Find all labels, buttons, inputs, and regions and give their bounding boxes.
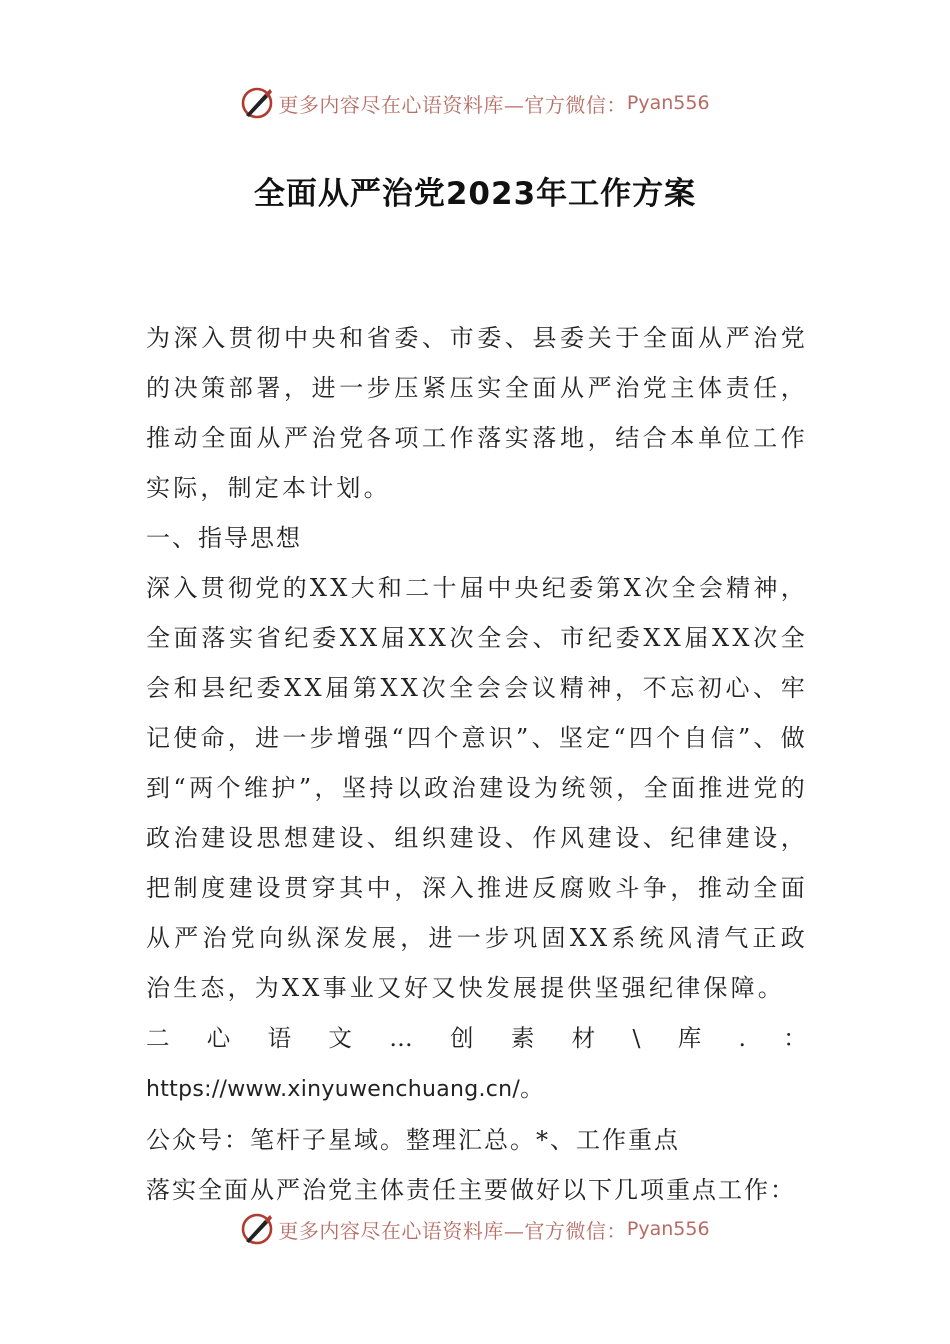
pen-logo-icon	[240, 1212, 274, 1246]
gzh-line: 公众号：笔杆子星域。整理汇总。*、工作重点	[146, 1126, 680, 1154]
watermark-prefix: 二心语文…创素材\库.：	[146, 1024, 808, 1052]
watermark-suffix: 。	[520, 1074, 545, 1102]
banner-text: 更多内容尽在心语资料库—官方微信：	[278, 92, 627, 117]
banner-wechat-id: Pyan556	[626, 1218, 710, 1240]
pen-logo-icon	[240, 86, 274, 120]
watermark-link[interactable]: https://www.xinyuwenchuang.cn/	[146, 1077, 521, 1102]
page-title: 全面从严治党2023年工作方案	[253, 176, 697, 212]
document-body	[146, 313, 808, 1215]
banner-text: 更多内容尽在心语资料库—官方微信：	[278, 1218, 627, 1243]
section-heading-guiding-ideology: 一、指导思想	[146, 524, 302, 552]
banner-wechat-id: Pyan556	[626, 92, 710, 114]
intro-paragraph: 为深入贯彻中央和省委、市委、县委关于全面从严治党的决策部署，进一步压紧压实全面从严治党主体责任，推动全面从严治党各项工作落实落地，结合本单位工作实际，制定本计划。	[146, 324, 808, 502]
header-banner	[0, 81, 950, 125]
watermark-line	[146, 1013, 808, 1115]
key-work-intro: 落实全面从严治党主体责任主要做好以下几项重点工作：	[146, 1176, 796, 1204]
footer-banner	[0, 1207, 950, 1251]
guiding-ideology-paragraph: 深入贯彻党的XX大和二十届中央纪委第X次全会精神，全面落实省纪委XX届XX次全会、市纪委XX届XX次全会和县纪委XX届第XX次全会会议精神，不忘初心、牢记使命，进一步增强“四个意识”、坚定“四个自信”、做到“两个维护”，坚持以政治建设为统领，全面推进党的政治建设思想建设、组织建设、作风建设、纪律建设，把制度建设贯穿其中，深入推进反腐败斗争，推动全面从严治党向纵深发展，进一步巩固XX系统风清气正政治生态，为XX事业又好又快发展提供坚强纪律保障。	[146, 574, 808, 1002]
